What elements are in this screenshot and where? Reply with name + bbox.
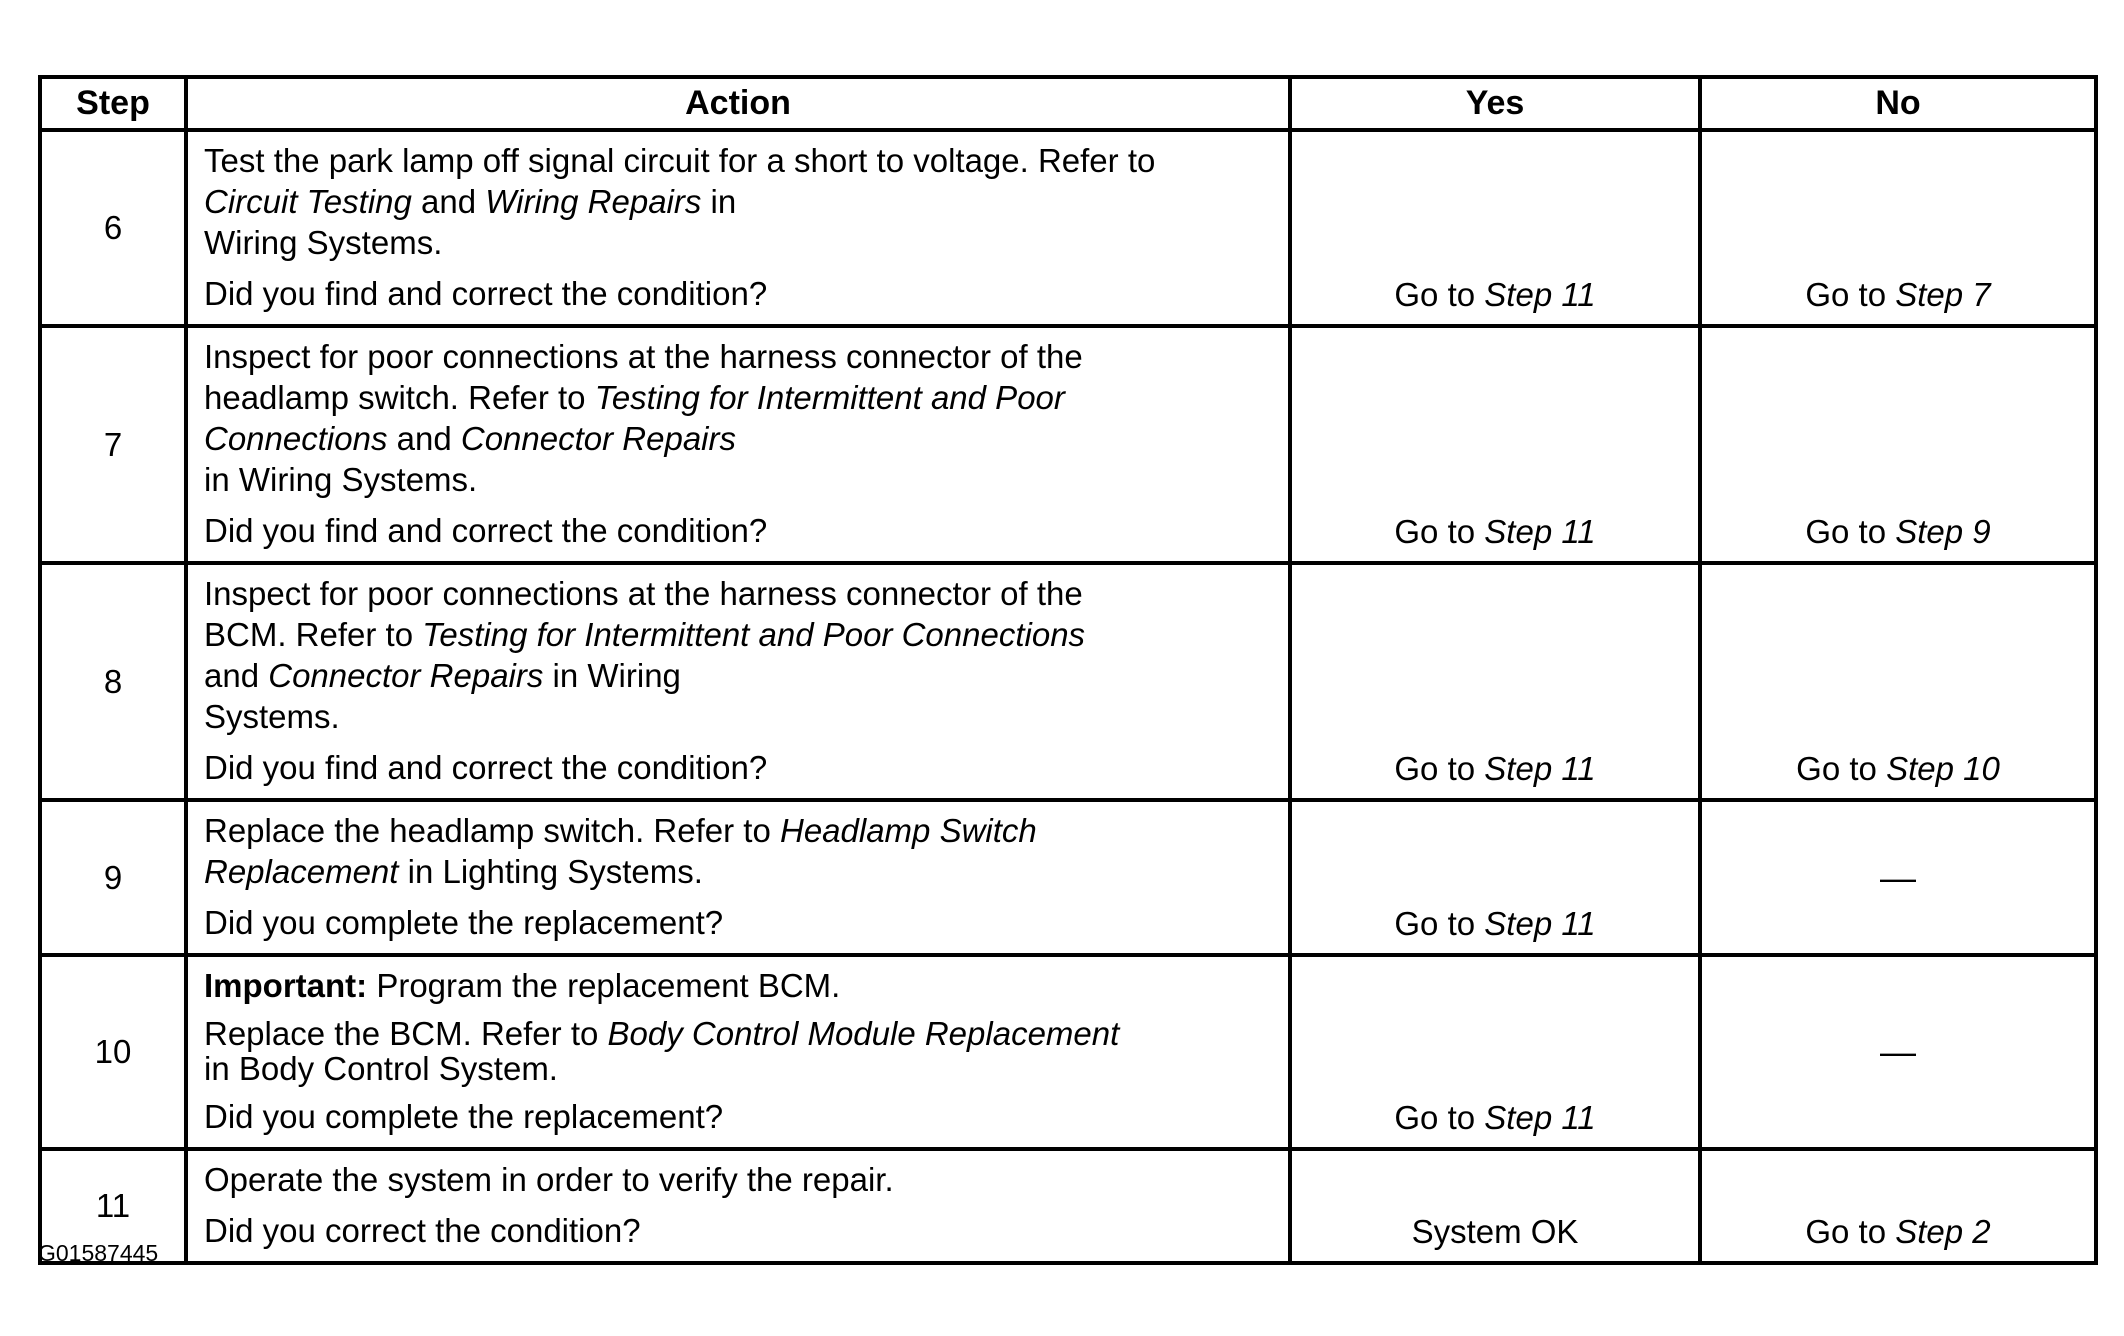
yes-result: System OK <box>1290 1149 1700 1263</box>
no-result: Go to Step 7 <box>1700 130 2096 326</box>
yes-result: Go to Step 11 <box>1290 955 1700 1149</box>
action-question: Did you complete the replacement? <box>204 1098 724 1135</box>
yes-result: Go to Step 11 <box>1290 326 1700 563</box>
table-row <box>40 130 2096 326</box>
action-question: Did you find and correct the condition? <box>204 749 768 786</box>
step-number: 6 <box>40 130 186 326</box>
table-row <box>40 800 2096 955</box>
action-text: Replace the headlamp switch. Refer to Headlamp Switch Replacement in Lighting Systems. <box>204 812 1037 890</box>
step-number: 10 <box>40 955 186 1149</box>
step-number: 11 <box>40 1149 186 1263</box>
header-action: Action <box>186 77 1290 130</box>
action-question: Did you find and correct the condition? <box>204 275 768 312</box>
header-no: No <box>1700 77 2096 130</box>
step-number: 8 <box>40 563 186 800</box>
action-question: Did you find and correct the condition? <box>204 512 768 549</box>
action-cell <box>186 326 1290 563</box>
action-cell <box>186 955 1290 1149</box>
no-result: Go to Step 9 <box>1700 326 2096 563</box>
diagnostic-table <box>38 75 2098 1265</box>
action-question: Did you complete the replacement? <box>204 904 724 941</box>
header-step: Step <box>40 77 186 130</box>
figure-id: G01587445 <box>38 1240 159 1266</box>
yes-result: Go to Step 11 <box>1290 130 1700 326</box>
action-question: Did you correct the condition? <box>204 1212 641 1249</box>
no-result: — <box>1700 800 2096 955</box>
action-cell <box>186 800 1290 955</box>
table-row <box>40 1149 2096 1263</box>
yes-result: Go to Step 11 <box>1290 563 1700 800</box>
action-text: Operate the system in order to verify the repair. <box>204 1161 894 1198</box>
table-row <box>40 563 2096 800</box>
action-cell <box>186 563 1290 800</box>
step-number: 9 <box>40 800 186 955</box>
no-result: — <box>1700 955 2096 1149</box>
table-row <box>40 955 2096 1149</box>
action-cell <box>186 1149 1290 1263</box>
table-row <box>40 326 2096 563</box>
action-text: Inspect for poor connections at the harness connector of the BCM. Refer to Testing for Intermittent and Poor Connections and Connector Repairs in Wiring Systems. <box>204 575 1086 735</box>
yes-result: Go to Step 11 <box>1290 800 1700 955</box>
action-text: Replace the BCM. Refer to Body Control Module Replacement in Body Control System. <box>204 1015 1120 1087</box>
header-yes: Yes <box>1290 77 1700 130</box>
action-cell <box>186 130 1290 326</box>
step-number: 7 <box>40 326 186 563</box>
action-text: Inspect for poor connections at the harness connector of the headlamp switch. Refer to Testing for Intermittent and Poor Connections and Connector Repairs in Wiring Systems. <box>204 338 1083 498</box>
action-text: Test the park lamp off signal circuit for a short to voltage. Refer to Circuit Testing and Wiring Repairs in Wiring Systems. <box>204 142 1156 261</box>
no-result: Go to Step 2 <box>1700 1149 2096 1263</box>
no-result: Go to Step 10 <box>1700 563 2096 800</box>
table-header-row <box>40 77 2096 130</box>
important-note: Important: Program the replacement BCM. <box>204 967 841 1004</box>
